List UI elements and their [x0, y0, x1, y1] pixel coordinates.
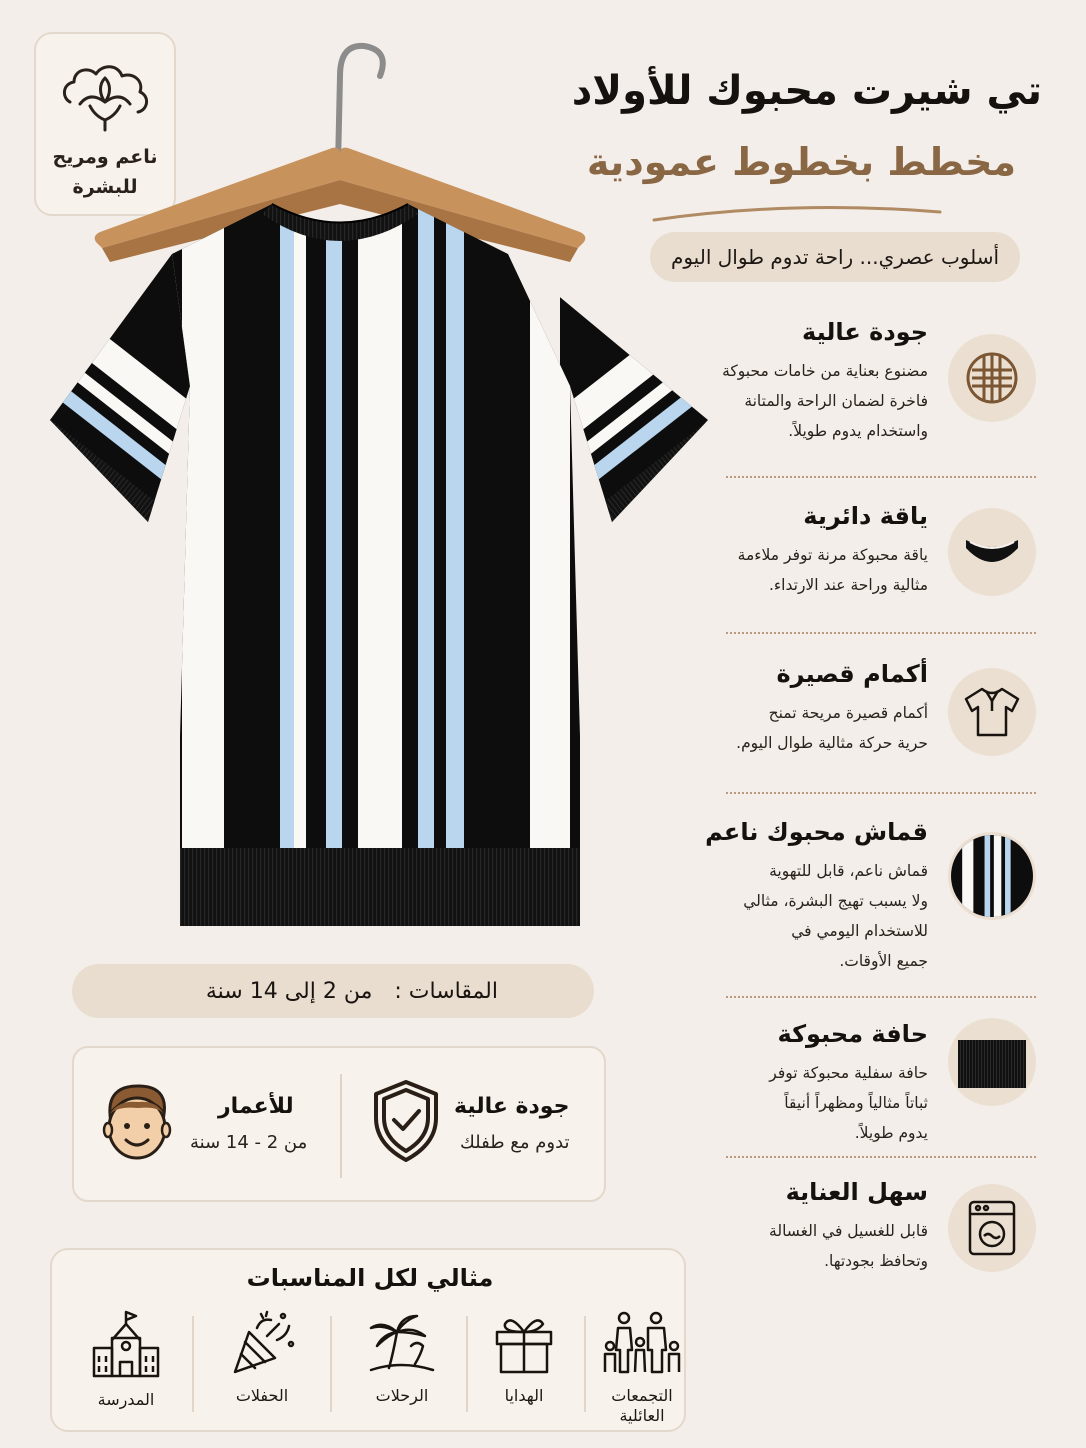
cotton-badge-line1: ناعم ومريح [52, 146, 158, 168]
divider [192, 1316, 194, 1412]
page-subtitle: مخطط بخطوط عمودية [586, 140, 1016, 184]
quality-age-box [72, 1046, 606, 1202]
feature-line: فاخرة لضمان الراحة والمتانة [744, 392, 928, 410]
feature-knit-hem [658, 1020, 928, 1148]
feature-line: ولا يسبب تهيج البشرة، مثالي [743, 892, 928, 910]
occasion-label: التجمعات [611, 1386, 673, 1405]
tagline-text: أسلوب عصري... راحة تدوم طوال اليوم [670, 245, 1000, 269]
feature-round-collar [658, 502, 928, 600]
feature-line: قماش ناعم، قابل للتهوية [769, 862, 928, 880]
divider [466, 1316, 468, 1412]
occasion-gifts [464, 1310, 584, 1406]
divider [726, 792, 1036, 794]
occasion-label: المدرسة [97, 1390, 155, 1409]
age-badge-subtitle: من 2 - 14 سنة [190, 1132, 308, 1153]
party-popper-icon [227, 1310, 297, 1376]
decorative-swoosh [652, 204, 942, 224]
feature-line: للاستخدام اليومي في [791, 922, 928, 940]
gift-icon [491, 1310, 557, 1376]
feature-line: مثالية وراحة عند الارتداء. [768, 576, 928, 594]
quality-badge-subtitle: تدوم مع طفلك [460, 1132, 570, 1153]
divider [726, 1156, 1036, 1158]
age-badge-title: للأعمار [218, 1094, 294, 1119]
polo-shirt-icon [948, 668, 1036, 756]
occasions-box [50, 1248, 686, 1432]
occasion-label: العائلية [619, 1406, 665, 1425]
divider [726, 476, 1036, 478]
occasions-title: مثالي لكل المناسبات [246, 1264, 494, 1292]
sizes-value: من 2 إلى 14 سنة [205, 978, 373, 1004]
feature-short-sleeves [658, 660, 928, 758]
divider [726, 632, 1036, 634]
sizes-label: المقاسات : [394, 978, 498, 1004]
tagline-pill [650, 232, 1020, 282]
feature-line: يدوم طويلاً. [854, 1124, 928, 1142]
feature-title: حافة محبوكة [777, 1020, 928, 1048]
feature-line: أكمام قصيرة مريحة تمنح [768, 704, 928, 722]
occasion-label: الهدايا [504, 1386, 544, 1405]
feature-title: قماش محبوك ناعم [705, 818, 928, 846]
washing-machine-icon [948, 1184, 1036, 1272]
feature-high-quality [658, 318, 928, 446]
divider [340, 1074, 342, 1178]
feature-line: وتحافظ بجودتها. [824, 1252, 928, 1270]
occasion-parties [202, 1310, 322, 1406]
palm-tree-icon [367, 1310, 437, 1376]
feature-title: أكمام قصيرة [776, 660, 928, 688]
feature-line: واستخدام يدوم طويلاً. [788, 422, 928, 440]
feature-line: حافة سفلية محبوكة توفر [769, 1064, 928, 1082]
quality-badge-title: جودة عالية [454, 1094, 570, 1119]
occasion-trips [342, 1310, 462, 1406]
school-icon [90, 1310, 162, 1380]
sizes-pill [72, 964, 594, 1018]
family-icon [602, 1310, 682, 1376]
feature-line: حرية حركة مثالية طوال اليوم. [736, 734, 928, 752]
ribbed-hem-icon [948, 1018, 1036, 1106]
occasion-family [582, 1310, 702, 1426]
feature-title: سهل العناية [785, 1178, 928, 1206]
occasion-label: الحفلات [235, 1386, 289, 1405]
divider [584, 1316, 586, 1412]
feature-title: ياقة دائرية [803, 502, 928, 530]
divider [330, 1316, 332, 1412]
cotton-badge-line2: للبشرة [72, 176, 138, 198]
divider [726, 996, 1036, 998]
striped-fabric-icon [948, 832, 1036, 920]
feature-line: قابل للغسيل في الغسالة [769, 1222, 928, 1240]
feature-soft-knit-fabric [658, 818, 928, 976]
feature-line: مضنوع بعناية من خامات محبوكة [722, 362, 928, 380]
page-title: تي شيرت محبوك للأولاد [571, 68, 1042, 114]
occasion-label: الرحلات [375, 1386, 429, 1405]
woven-fabric-icon [948, 334, 1036, 422]
feature-line: ثباتاً مثالياً ومظهراً أنيقاً [784, 1094, 928, 1112]
occasion-school [66, 1310, 186, 1410]
shield-check-icon [370, 1078, 442, 1164]
round-collar-icon [948, 508, 1036, 596]
feature-title: جودة عالية [802, 318, 928, 346]
boy-face-icon [98, 1080, 176, 1166]
feature-line: جميع الأوقات. [839, 952, 928, 970]
feature-line: ياقة محبوكة مرنة توفر ملاءمة [737, 546, 928, 564]
feature-easy-care [658, 1178, 928, 1276]
